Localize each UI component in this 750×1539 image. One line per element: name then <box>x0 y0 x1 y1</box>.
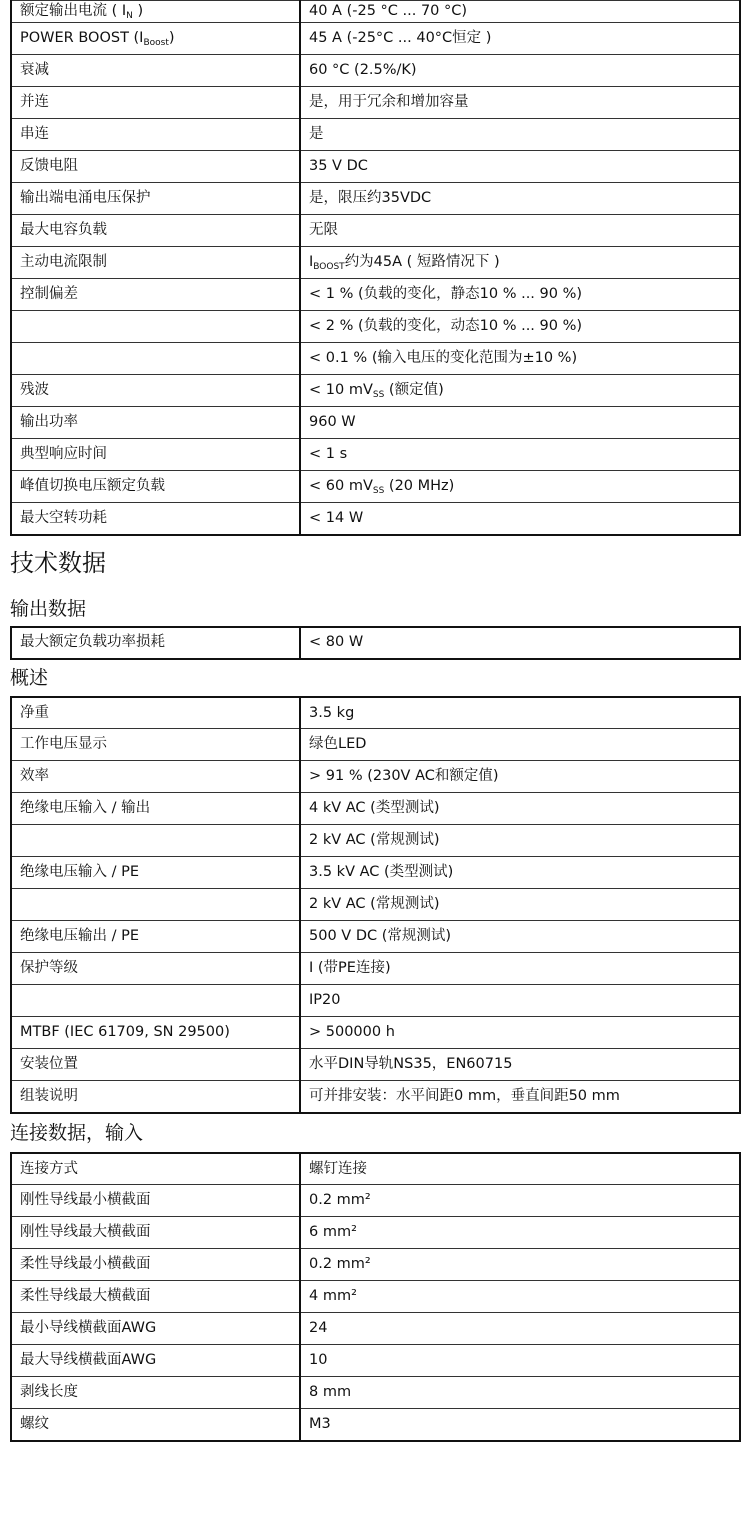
table-row <box>11 407 740 439</box>
spec-label: 螺纹 <box>11 1409 300 1441</box>
spec-value: < 14 W <box>300 503 740 535</box>
spec-value: < 60 $mV_{SS}$ (20 MHz) <box>300 471 740 503</box>
table-row <box>11 1 740 23</box>
spec-label: 绝缘电压输入 / 输出 <box>11 793 300 825</box>
table-row <box>11 825 740 857</box>
spec-label: 最大电容负载 <box>11 215 300 247</box>
spec-label: 柔性导线最小横截面 <box>11 1249 300 1281</box>
spec-label: 连接方式 <box>11 1153 300 1185</box>
spec-value: M3 <box>300 1409 740 1441</box>
spec-label: 效率 <box>11 761 300 793</box>
spec-value: 10 <box>300 1345 740 1377</box>
spec-label: 最大空转功耗 <box>11 503 300 535</box>
spec-value: 4 kV AC (类型测试) <box>300 793 740 825</box>
spec-label: 残波 <box>11 375 300 407</box>
spec-label: 刚性导线最小横截面 <box>11 1185 300 1217</box>
spec-label: 净重 <box>11 697 300 729</box>
spec-label: 额定输出电流 ( $I_N$ ) <box>11 1 300 23</box>
output-spec-table <box>10 0 741 536</box>
spec-value: < 1 s <box>300 439 740 471</box>
table-row <box>11 23 740 55</box>
spec-label: 刚性导线最大横截面 <box>11 1217 300 1249</box>
general-table <box>10 696 741 1114</box>
spec-label: MTBF (IEC 61709, SN 29500) <box>11 1017 300 1049</box>
spec-value: < 1 % (负载的变化，静态10 % ... 90 %) <box>300 279 740 311</box>
table-row <box>11 889 740 921</box>
table-row <box>11 729 740 761</box>
table-row <box>11 247 740 279</box>
spec-value: 8 mm <box>300 1377 740 1409</box>
table-row <box>11 471 740 503</box>
table-row <box>11 1249 740 1281</box>
table-row <box>11 953 740 985</box>
spec-label: 并连 <box>11 87 300 119</box>
spec-value: 2 kV AC (常规测试) <box>300 889 740 921</box>
spec-label <box>11 343 300 375</box>
spec-value: I (带PE连接) <box>300 953 740 985</box>
table-row <box>11 311 740 343</box>
table-row <box>11 1049 740 1081</box>
table-row <box>11 1017 740 1049</box>
spec-label <box>11 311 300 343</box>
spec-value: 45 A (-25°C ... 40°C恒定 ) <box>300 23 740 55</box>
spec-value: 0.2 mm² <box>300 1249 740 1281</box>
spec-value: 60 °C (2.5%/K) <box>300 55 740 87</box>
spec-value: 可并排安装：水平间距0 mm，垂直间距50 mm <box>300 1081 740 1113</box>
table-row <box>11 1345 740 1377</box>
table-row <box>11 1081 740 1113</box>
spec-value: 960 W <box>300 407 740 439</box>
spec-value: > 91 % (230V AC和额定值) <box>300 761 740 793</box>
connection-table <box>10 1152 741 1442</box>
spec-label: 组装说明 <box>11 1081 300 1113</box>
table-row <box>11 921 740 953</box>
table-row <box>11 375 740 407</box>
spec-label: 最小导线横截面AWG <box>11 1313 300 1345</box>
spec-label: 保护等级 <box>11 953 300 985</box>
spec-value: 24 <box>300 1313 740 1345</box>
table-row <box>11 627 740 659</box>
table-row <box>11 215 740 247</box>
spec-value: 是 <box>300 119 740 151</box>
spec-label: 安装位置 <box>11 1049 300 1081</box>
table-row <box>11 151 740 183</box>
section-heading-connection-input: 连接数据，输入 <box>10 1121 144 1144</box>
spec-label <box>11 825 300 857</box>
spec-label: 串连 <box>11 119 300 151</box>
spec-label <box>11 889 300 921</box>
spec-value: 40 A (-25 °C ... 70 °C) <box>300 1 740 23</box>
spec-value: 是，用于冗余和增加容量 <box>300 87 740 119</box>
spec-value: > 500000 h <box>300 1017 740 1049</box>
spec-value: 3.5 kg <box>300 697 740 729</box>
spec-label: 工作电压显示 <box>11 729 300 761</box>
section-heading-output-data: 输出数据 <box>10 597 87 620</box>
spec-value: 3.5 kV AC (类型测试) <box>300 857 740 889</box>
spec-value: 绿色LED <box>300 729 740 761</box>
spec-label: 最大额定负载功率损耗 <box>11 627 300 659</box>
spec-label: 输出端电涌电压保护 <box>11 183 300 215</box>
spec-label: 柔性导线最大横截面 <box>11 1281 300 1313</box>
spec-label: 绝缘电压输出 / PE <box>11 921 300 953</box>
spec-label: 剥线长度 <box>11 1377 300 1409</box>
spec-label: 绝缘电压输入 / PE <box>11 857 300 889</box>
spec-value: 无限 <box>300 215 740 247</box>
spec-value: 500 V DC (常规测试) <box>300 921 740 953</box>
spec-value: < 0.1 % (输入电压的变化范围为±10 %) <box>300 343 740 375</box>
table-row <box>11 87 740 119</box>
table-row <box>11 1377 740 1409</box>
table-row <box>11 857 740 889</box>
spec-label: 主动电流限制 <box>11 247 300 279</box>
output-data-table <box>10 626 741 660</box>
spec-label: 典型响应时间 <box>11 439 300 471</box>
table-row <box>11 1281 740 1313</box>
table-row <box>11 1153 740 1185</box>
table-row <box>11 503 740 535</box>
section-title-technical-data: 技术数据 <box>10 548 106 577</box>
table-row <box>11 119 740 151</box>
spec-label: 最大导线横截面AWG <box>11 1345 300 1377</box>
spec-value: < 10 $mV_{SS}$ (额定值) <box>300 375 740 407</box>
table-row <box>11 279 740 311</box>
spec-value: 4 mm² <box>300 1281 740 1313</box>
spec-value: < 80 W <box>300 627 740 659</box>
spec-label: 输出功率 <box>11 407 300 439</box>
spec-value: $I_{BOOST}$约为45A ( 短路情况下 ) <box>300 247 740 279</box>
spec-value: 2 kV AC (常规测试) <box>300 825 740 857</box>
table-row <box>11 697 740 729</box>
spec-label: 反馈电阻 <box>11 151 300 183</box>
table-row <box>11 1185 740 1217</box>
spec-value: < 2 % (负载的变化，动态10 % ... 90 %) <box>300 311 740 343</box>
spec-value: 6 mm² <box>300 1217 740 1249</box>
table-row <box>11 1313 740 1345</box>
spec-label: 控制偏差 <box>11 279 300 311</box>
spec-value: 0.2 mm² <box>300 1185 740 1217</box>
table-row <box>11 985 740 1017</box>
table-row <box>11 1409 740 1441</box>
spec-label: 衰减 <box>11 55 300 87</box>
table-row <box>11 439 740 471</box>
spec-label: 峰值切换电压额定负载 <box>11 471 300 503</box>
table-row <box>11 343 740 375</box>
spec-value: 螺钉连接 <box>300 1153 740 1185</box>
spec-label <box>11 985 300 1017</box>
table-row <box>11 1217 740 1249</box>
spec-value: 35 V DC <box>300 151 740 183</box>
spec-value: 是，限压约35VDC <box>300 183 740 215</box>
spec-sheet <box>10 0 741 1442</box>
table-row <box>11 793 740 825</box>
spec-value: IP20 <box>300 985 740 1017</box>
table-row <box>11 761 740 793</box>
table-row <box>11 55 740 87</box>
spec-label: POWER BOOST $(I_{Boost})$ <box>11 23 300 55</box>
table-row <box>11 183 740 215</box>
section-heading-general: 概述 <box>10 666 49 689</box>
spec-value: 水平DIN导轨NS35，EN60715 <box>300 1049 740 1081</box>
